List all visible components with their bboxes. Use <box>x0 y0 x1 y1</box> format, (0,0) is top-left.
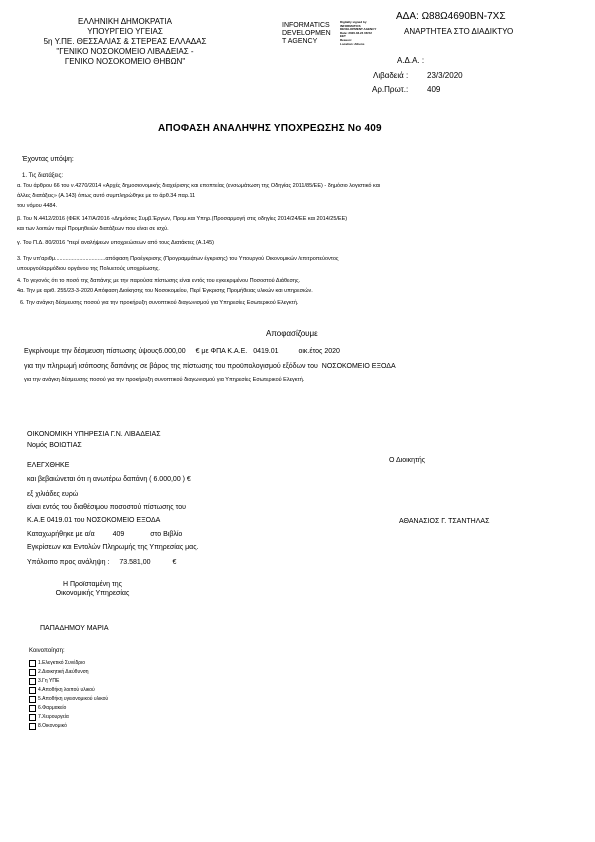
logo-line: DEVELOPMEN <box>282 30 331 37</box>
finance-certify: και βεβαιώνεται ότι η ανωτέρω δαπάνη ( 6.000,00 ) € <box>27 476 191 483</box>
org-block <box>20 17 230 67</box>
item-3-line2: υπουργού/αρμόδιου οργάνου της Πολυετούς υποχρέωσης. <box>17 266 160 272</box>
distribution-item[interactable] <box>29 659 108 668</box>
finance-prefecture: Νομός ΒΟΙΩΤΙΑΣ <box>27 442 82 449</box>
finance-recorded <box>27 530 182 539</box>
decision-amount: 6.000,00 <box>158 348 186 355</box>
considering-heading: Έχοντας υπόψη: <box>22 156 74 163</box>
item-c-line1: γ. Του Π.Δ. 80/2016 "περί αναλήψεων υποχρεώσεων από τους Διατάκτες (Α.145) <box>17 240 214 246</box>
distribution-label: 1.Ελεγκτικό Συνέδριο <box>38 660 86 666</box>
remaining-unit: € <box>172 559 177 566</box>
director-title: Ο Διοικητής <box>389 457 426 464</box>
distribution-item[interactable] <box>29 713 108 722</box>
date-label: Λιβαδειά : <box>373 71 409 80</box>
head-title-line1: Η Προϊσταμένη της <box>62 581 123 588</box>
org-line: ΕΛΛΗΝΙΚΗ ΔΗΜΟΚΡΑΤΙΑ <box>78 17 172 26</box>
logo-line: INFORMATICS <box>282 22 330 29</box>
checkbox[interactable] <box>29 723 36 730</box>
decision-text-b: € με ΦΠΑ Κ.Α.Ε. <box>195 348 248 355</box>
distribution-item[interactable] <box>29 668 108 677</box>
item-4a: 4α. Την με αριθ. 255/23-3-2020 Απόφαση Διοίκησης του Νοσοκομείου, Περί Έγκρισης Προμήθειας υλικών και υπηρεσιών. <box>17 288 313 294</box>
distribution-item[interactable] <box>29 686 108 695</box>
decision-text-d: για την πληρωμή ισόποσης δαπάνης σε βάρος της πίστωσης του προϋπολογισμού εξόδων του <box>24 363 318 370</box>
checkbox[interactable] <box>29 687 36 694</box>
publish-online: ΑΝΑΡΤΗΤΕΑ ΣΤΟ ΔΙΑΔΙΚΤΥΟ <box>404 27 514 36</box>
sig-detail: Date: 2020.03.24 08:52 <box>340 30 372 35</box>
distribution-heading: Κοινοποίηση: <box>29 648 65 654</box>
distribution-label: 5.Αποθήκη υγειονομικού υλικού <box>38 696 109 702</box>
logo-line: T AGENCY <box>282 38 318 45</box>
org-line: 5η Υ.ΠΕ. ΘΕΣΣΑΛΙΑΣ & ΣΤΕΡΕΑΣ ΕΛΛΑΔΑΣ <box>43 37 207 46</box>
finance-service: ΟΙΚΟΝΟΜΙΚΗ ΥΠΗΡΕΣΙΑ Γ.Ν. ΛΙΒΑΔΕΙΑΣ <box>27 431 161 438</box>
sig-detail: DEVELOPMENT AGENCY <box>340 27 377 32</box>
decision-text-a: Εγκρίνουμε την δέσμευση πίστωσης ύψους <box>24 348 159 355</box>
org-line: ΥΠΟΥΡΓΕΙΟ ΥΓΕΙΑΣ <box>87 27 163 36</box>
signature-logo <box>282 22 331 46</box>
distribution-item[interactable] <box>29 695 108 704</box>
signature-details <box>340 21 376 46</box>
ada-code: ΑΔΑ: Ω88Ω4690ΒΝ-7ΧΣ <box>396 11 506 22</box>
item-6: 6. Την ανάγκη δέσμευσης ποσού για την προκήρυξη συνοπτικού διαγωνισμού για Υπηρεσίες Εσωτερικού Ελεγκτή. <box>20 300 299 306</box>
distribution-item[interactable] <box>29 677 108 686</box>
finance-kae: Κ.Α.Ε 0419.01 του ΝΟΣΟΚΟΜΕΙΟ ΕΞΟΔΑ <box>27 517 161 524</box>
item-a-line3: του νόμου 4484. <box>17 203 58 209</box>
head-title-line2: Οικονομικής Υπηρεσίας <box>55 590 130 597</box>
item-b-line1: β. Του Ν.4412/2016 (ΦΕΚ 147/Α/2016 «Δημόσιες Συμβ.Έργων, Προμ.και Υπηρ.(Προσαρμογή στις οδηγίες 2014/24/ΕΕ και 2014/25/ΕΕ) <box>17 216 348 222</box>
remaining-label: Υπόλοιπο προς ανάληψη : <box>27 559 110 566</box>
org-line: "ΓΕΝΙΚΟ ΝΟΣΟΚΟΜΕΙΟ ΛΙΒΑΔΕΙΑΣ - <box>56 47 194 56</box>
distribution-label: 2.Διοικητική Διεύθυνση <box>38 669 89 675</box>
distribution-label: 4.Αποθήκη λοιπού υλικού <box>38 687 95 693</box>
finance-checked: ΕΛΕΓΧΘΗΚΕ <box>27 462 70 469</box>
checkbox[interactable] <box>29 669 36 676</box>
ada-label: Α.Δ.Α. : <box>397 56 425 65</box>
checkbox[interactable] <box>29 678 36 685</box>
decision-kae: 0419.01 <box>253 348 279 355</box>
distribution-item[interactable] <box>29 704 108 713</box>
checkbox[interactable] <box>29 714 36 721</box>
decision-budget: ΝΟΣΟΚΟΜΕΙΟ ΕΞΟΔΑ <box>321 363 396 370</box>
finance-head-name: ΠΑΠΑΔΗΜΟΥ ΜΑΡΙΑ <box>40 625 109 632</box>
date-value: 23/3/2020 <box>427 71 463 80</box>
protocol-value: 409 <box>427 85 441 94</box>
distribution-label: 6.Φαρμακείο <box>38 705 67 711</box>
decision-line3: για την ανάγκη δέσμευσης ποσού για την προκήρυξη συνοπτικού διαγωνισμού για Υπηρεσίες Εσωτερικού Ελεγκτή. <box>24 377 305 383</box>
recorded-label: Καταχωρήθηκε με α/α <box>27 531 95 538</box>
decision-line1 <box>24 347 340 356</box>
finance-head-title <box>25 580 160 598</box>
finance-thousands: εξ χιλιάδες ευρώ <box>27 491 79 498</box>
recorded-book: στο Βιβλίο <box>150 531 183 538</box>
item-a-line1: α. Του άρθρου 66 του ν.4270/2014 «Αρχές δημοσιονομικής διαχείρισης και εποπτείας (ενσωμάτωση της Οδηγίας 2011/85/ΕΕ) - δημόσιο λογιστικό και <box>17 183 381 189</box>
sig-detail: Reason: <box>340 37 352 42</box>
item-3-line1: 3. Την υπ'αριθμ.................................απόφαση Προέγκρισης (Προγραμμάτων έγκρισης) του Υπουργού Οικονομικών /επιτροπεύοντος <box>17 256 339 262</box>
distribution-item[interactable] <box>29 722 108 731</box>
decision-line2 <box>24 362 396 371</box>
finance-approvals: Εγκρίσεων και Εντολών Πληρωμής της Υπηρεσίας μας. <box>27 544 199 551</box>
director-name: ΑΘΑΝΑΣΙΟΣ Γ. ΤΣΑΝΤΗΛΑΣ <box>399 518 490 525</box>
decision-text-c: οικ.έτος 2020 <box>298 348 340 355</box>
checkbox[interactable] <box>29 660 36 667</box>
finance-within: είναι εντός του διαθέσιμου ποσοστού πίστωσης του <box>27 504 186 511</box>
protocol-label: Αρ.Πρωτ.: <box>372 85 409 94</box>
distribution-list <box>29 659 108 731</box>
remaining-value: 73.581,00 <box>119 559 151 566</box>
checkbox[interactable] <box>29 696 36 703</box>
distribution-label: 3.Γη ΥΠΕ <box>38 678 60 684</box>
sig-detail: INFORMATICS <box>340 23 361 28</box>
item-4: 4. Το γεγονός ότι το ποσό της δαπάνης με την παρούσα πίστωσης είναι εντός του εγκεκριμένου Ποσοστού Διάθεσης. <box>17 278 301 284</box>
item-a-line2: άλλες διατάξεις» (Α.143) όπως αυτό συμπληρώθηκε με το άρθ.34 παρ.11 <box>17 193 196 199</box>
sig-detail: EET <box>340 34 346 39</box>
sig-detail: Digitally signed by <box>340 20 367 24</box>
decision-heading: Αποφασίζουμε <box>266 329 318 338</box>
recorded-number: 409 <box>112 531 125 538</box>
org-line: ΓΕΝΙΚΟ ΝΟΣΟΚΟΜΕΙΟ ΘΗΒΩΝ" <box>64 57 186 66</box>
document-title: ΑΠΟΦΑΣΗ ΑΝΑΛΗΨΗΣ ΥΠΟΧΡΕΩΣΗΣ Νο 409 <box>158 123 382 134</box>
item-1: 1. Τις διατάξεις: <box>22 173 64 179</box>
distribution-label: 8.Οικονομικό <box>38 723 67 729</box>
finance-remaining <box>27 558 176 567</box>
distribution-label: 7.Χειρουργεία <box>38 714 69 720</box>
checkbox[interactable] <box>29 705 36 712</box>
sig-detail: Location: Athens <box>340 41 365 46</box>
item-b-line2: και των λοιπών περί Προμηθειών διατάξεων που είναι σε ισχύ. <box>17 226 169 232</box>
